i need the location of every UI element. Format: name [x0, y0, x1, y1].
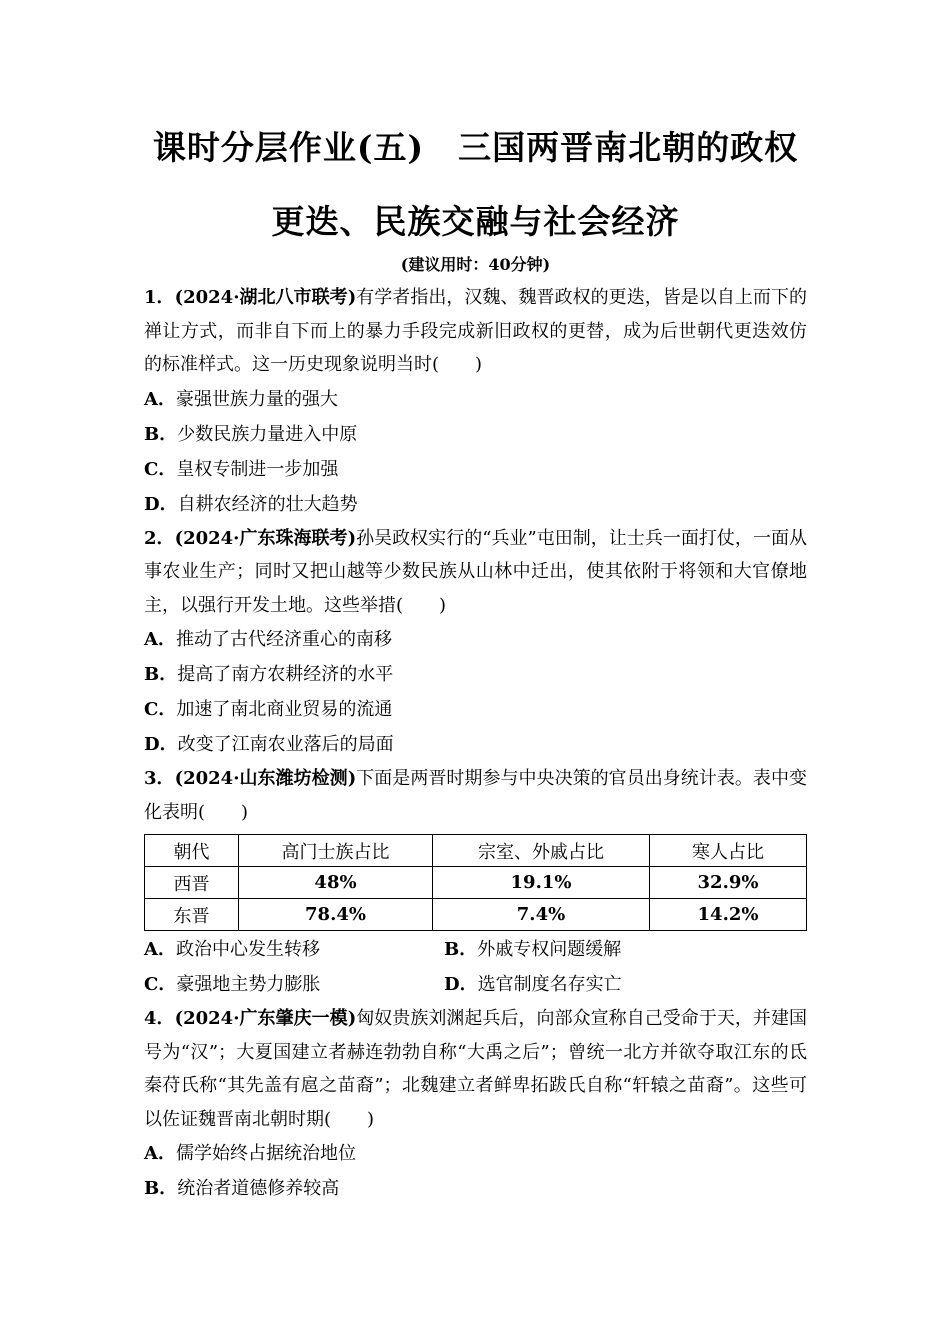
- option-label: B．: [444, 939, 478, 960]
- option-text: 推动了古代经济重心的南移: [175, 629, 392, 650]
- table-cell: 14.2%: [650, 899, 807, 931]
- question-number: 4．: [144, 1008, 175, 1029]
- option-label: C．: [144, 974, 177, 995]
- question-4: [144, 1002, 807, 1206]
- table-header-cell: 宗室、外戚占比: [433, 835, 650, 867]
- question-number: 1．: [144, 287, 175, 308]
- table-cell: 48%: [239, 867, 433, 899]
- option-b[interactable]: [444, 932, 744, 967]
- option-label: C．: [144, 699, 177, 720]
- worksheet-page: [144, 118, 807, 1206]
- option-label: C．: [144, 458, 177, 480]
- options-row: [144, 967, 807, 1002]
- table-row: [145, 899, 807, 931]
- option-label: A．: [144, 629, 176, 650]
- table-cell: 7.4%: [433, 899, 650, 931]
- option-text: 选官制度名存实亡: [477, 974, 622, 995]
- page-title-line2: 更迭、民族交融与社会经济: [271, 202, 680, 241]
- option-d[interactable]: [144, 487, 807, 522]
- option-b[interactable]: [144, 1171, 807, 1206]
- option-text: 皇权专制进一步加强: [176, 458, 339, 480]
- question-stem: [144, 522, 807, 623]
- option-c[interactable]: [144, 692, 807, 727]
- page-title-line1: 课时分层作业(五) 三国两晋南北朝的政权: [152, 128, 799, 167]
- option-b[interactable]: [144, 657, 807, 692]
- time-suggestion: (建议用时：40分钟): [400, 255, 551, 274]
- table-row: [145, 867, 807, 899]
- question-stem: [144, 762, 807, 829]
- table-header-row: [145, 835, 807, 867]
- question-source: (2024·湖北八市联考): [174, 287, 357, 308]
- table-cell: 西晋: [145, 867, 239, 899]
- question-number: 2．: [144, 527, 175, 549]
- option-text: 豪强地主势力膨胀: [176, 974, 321, 995]
- question-text: 孙吴政权实行的“兵业”屯田制，让士兵一面打仗，一面从事农业生产；同时又把山越等少数民族从山林中迁出，使其依附于将领和大官僚地主，以强行开发土地。这些举措( ): [144, 527, 807, 616]
- option-b[interactable]: [144, 417, 807, 452]
- table-header-cell: 朝代: [145, 835, 239, 867]
- option-label: D．: [144, 734, 178, 755]
- option-c[interactable]: [144, 452, 807, 487]
- option-d[interactable]: [144, 727, 807, 762]
- question-3: [144, 762, 807, 1002]
- options-row: [144, 932, 807, 967]
- option-text: 儒学始终占据统治地位: [175, 1143, 356, 1164]
- question-text: 下面是两晋时期参与中央决策的官员出身统计表。表中变化表明( ): [144, 768, 807, 823]
- option-d[interactable]: [444, 967, 744, 1002]
- table-cell: 19.1%: [433, 867, 650, 899]
- statistics-table: [144, 834, 807, 931]
- option-label: D．: [444, 974, 478, 995]
- question-text: 有学者指出，汉魏、魏晋政权的更迭，皆是以自上而下的禅让方式，而非自下而上的暴力手段完成新旧政权的更替，成为后世朝代更迭效仿的标准样式。这一历史现象说明当时( ): [144, 287, 807, 375]
- option-label: A．: [144, 388, 176, 410]
- question-2: [144, 522, 807, 763]
- option-text: 加速了南北商业贸易的流通: [176, 699, 393, 720]
- option-text: 提高了南方农耕经济的水平: [177, 664, 394, 685]
- option-text: 改变了江南农业落后的局面: [177, 734, 394, 755]
- option-label: B．: [144, 1178, 178, 1199]
- option-a[interactable]: [144, 1136, 807, 1171]
- option-text: 统治者道德修养较高: [177, 1178, 340, 1199]
- question-source: (2024·广东肇庆一模): [174, 1008, 357, 1029]
- option-label: B．: [144, 423, 178, 445]
- option-text: 豪强世族力量的强大: [175, 388, 338, 410]
- question-source: (2024·山东潍坊检测): [174, 768, 357, 789]
- question-source: (2024·广东珠海联考): [174, 527, 357, 549]
- option-a[interactable]: [144, 932, 444, 967]
- option-text: 外戚专权问题缓解: [477, 939, 622, 960]
- option-text: 少数民族力量进入中原: [177, 423, 358, 445]
- question-stem: [144, 281, 807, 382]
- question-number: 3．: [144, 768, 175, 789]
- option-a[interactable]: [144, 382, 807, 417]
- option-a[interactable]: [144, 622, 807, 657]
- table-header-cell: 寒人占比: [650, 835, 807, 867]
- option-label: A．: [144, 1143, 176, 1164]
- option-text: 自耕农经济的壮大趋势: [177, 493, 358, 515]
- option-label: D．: [144, 493, 178, 515]
- table-cell: 东晋: [145, 899, 239, 931]
- question-stem: [144, 1002, 807, 1136]
- option-label: A．: [144, 939, 176, 960]
- table-cell: 78.4%: [239, 899, 433, 931]
- table-cell: 32.9%: [650, 867, 807, 899]
- option-c[interactable]: [144, 967, 444, 1002]
- option-label: B．: [144, 664, 178, 685]
- table-header-cell: 高门士族占比: [239, 835, 433, 867]
- question-text: 匈奴贵族刘渊起兵后，向部众宣称自己受命于天，并建国号为“汉”；大夏国建立者赫连勃勃自称“大禹之后”；曾统一北方并欲夺取江东的氐秦苻氏称“其先盖有扈之苗裔”；北魏建立者鲜卑拓跋氏自称“轩辕之苗裔”。这些可以佐证魏晋南北朝时期( ): [144, 1008, 807, 1130]
- option-text: 政治中心发生转移: [175, 939, 320, 960]
- question-1: [144, 281, 807, 522]
